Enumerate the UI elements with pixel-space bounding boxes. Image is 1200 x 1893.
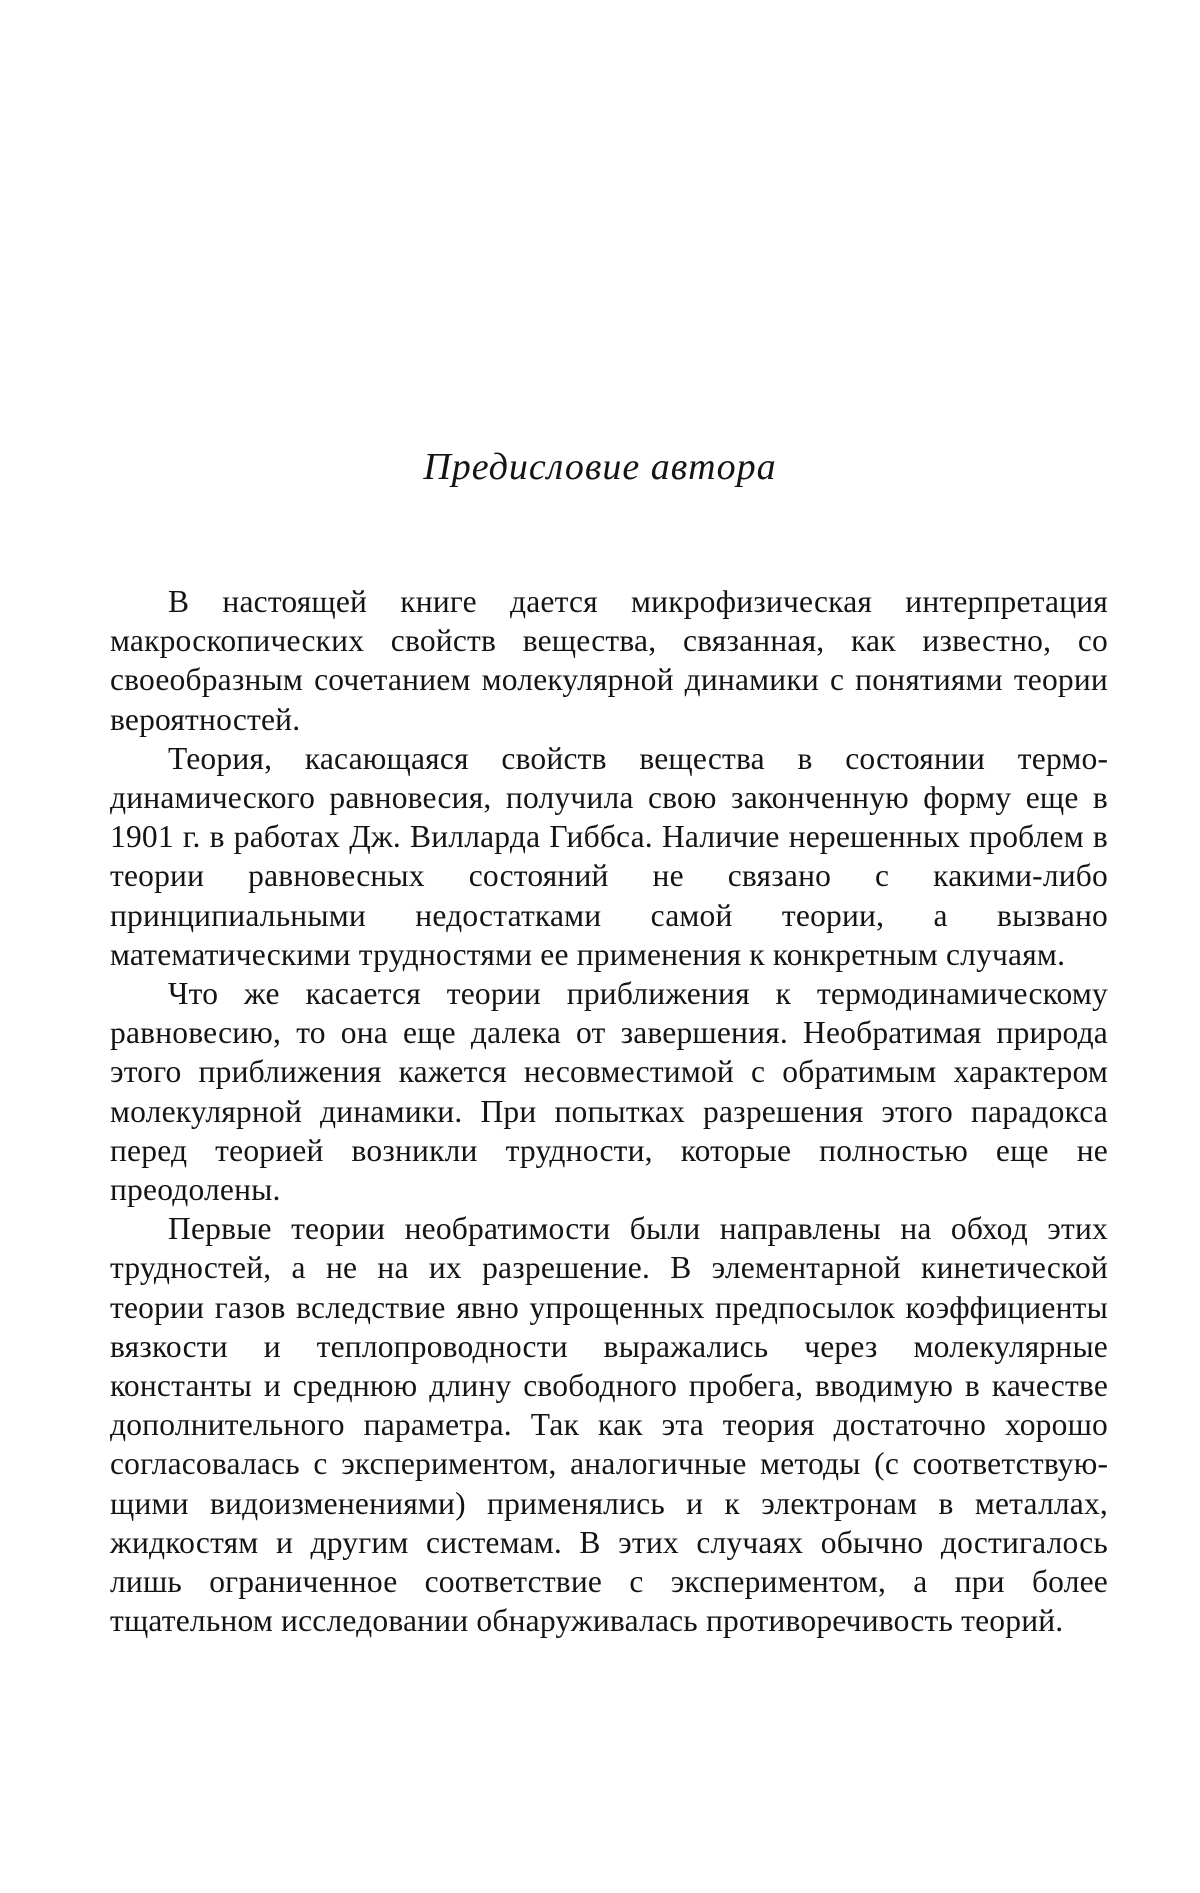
paragraph-4: Первые теории необратимости были направлены на обход этих трудностей, а не на их разрешение. В элементарной кинетической теории газов вследствие явно упрощенных предпосылок коэффициенты вязкости и теплопроводности выражались через молекулярные константы и среднюю длину свободного пробега, вводимую в качестве дополнительного параметра. Так как эта теория достаточно хорошо согласовалась с экспериментом, аналогичные методы (с соответствующими видоизменениями) применялись и к электронам в металлах, жидкостям и другим системам. В этих случаях обычно достигалось лишь ограниченное соответствие с экспериментом, а при более тщательном исследовании обнаруживалась противоречивость теорий. xyxy=(110,1211,1108,1639)
paragraph-2: Теория, касающаяся свойств вещества в состоянии термодинамического равновесия, получила свою законченную форму еще в 1901 г. в работах Дж. Вилларда Гиббса. Наличие нерешенных проблем в теории равновесных состояний не связано с какими-либо принципиальными недостатками самой теории, а вызвано математическими трудностями ее применения к конкретным случаям. xyxy=(110,740,1108,972)
page-title: Предисловие автора xyxy=(423,446,777,488)
paragraph-1: В настоящей книге дается микрофизическая интерпретация макроскопических свойств вещества, связанная, как известно, со своеобразным сочетанием молекулярной динамики с понятиями теории вероятностей. xyxy=(110,584,1108,737)
paragraph-3: Что же касается теории приближения к термодинамическому равновесию, то она еще далека от завершения. Необратимая природа этого приближения кажется несовместимой с обратимым характером молекулярной динамики. При попытках разрешения этого парадокса перед теорией возникли трудности, которые полностью еще не преодолены. xyxy=(110,976,1108,1208)
preface-body xyxy=(110,582,1108,1640)
